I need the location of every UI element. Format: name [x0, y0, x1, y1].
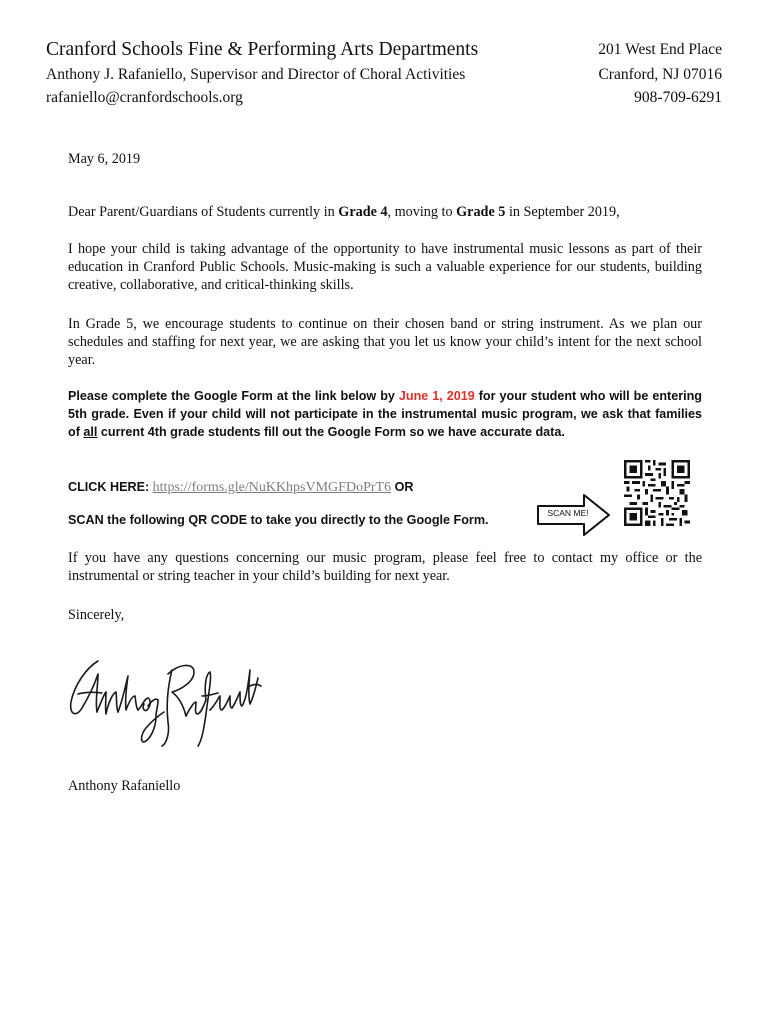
- salutation-part1: Dear Parent/Guardians of Students currently in: [68, 204, 339, 220]
- form-notice: [68, 387, 702, 441]
- or-label: OR: [394, 480, 414, 494]
- address-line2: Cranford, NJ 07016: [598, 66, 722, 83]
- address-line1: 201 West End Place: [598, 41, 722, 58]
- scan-me-badge: SCAN ME!: [547, 508, 589, 518]
- supervisor-line: Anthony J. Rafaniello, Supervisor and Director of Choral Activities: [46, 66, 466, 83]
- paragraph-grade5: In Grade 5, we encourage students to continue on their chosen band or string instrument. As we plan our schedules and staffing for next year, we are asking that you let us know your child’s intent for the next school year.: [68, 316, 702, 368]
- signer-name: Anthony Rafaniello: [68, 778, 181, 794]
- click-label: CLICK HERE:: [68, 480, 150, 494]
- google-form-link[interactable]: https://forms.gle/NuKKhpsVMGFDoPrT6: [152, 480, 392, 495]
- salutation-part2: , moving to: [387, 204, 457, 220]
- notice-part3: current 4th grade students fill out the Google Form so we have accurate data.: [97, 425, 565, 439]
- salutation: [68, 203, 702, 221]
- signature-text: Anthony Rafaniello: [72, 749, 80, 750]
- signoff: Sincerely,: [68, 607, 125, 623]
- next-grade: Grade 5: [456, 204, 506, 220]
- salutation-part3: in September 2019,: [505, 204, 620, 220]
- paragraph-questions: If you have any questions concerning our music program, please feel free to contact my office or the instrumental or string teacher in your child’s building for next year.: [68, 550, 702, 584]
- signature-icon: [68, 656, 263, 752]
- phone-number: 908-709-6291: [634, 89, 722, 106]
- paragraph-intro: I hope your child is taking advantage of the opportunity to have instrumental music lessons as part of their education in Cranford Public Schools. Music-making is such a valuable experience for our students, building creative, collaborative, and critical-thinking skills.: [68, 241, 702, 293]
- notice-part2: for your student who will be entering 5th grade. Even if your child will not participate in the instrumental music program, we ask that families of: [68, 389, 703, 439]
- qr-code-icon[interactable]: [624, 460, 690, 526]
- contact-email[interactable]: rafaniello@cranfordschools.org: [46, 89, 243, 106]
- current-grade: Grade 4: [338, 204, 388, 220]
- scan-instruction: SCAN the following QR CODE to take you directly to the Google Form.: [68, 513, 489, 527]
- click-here-line: [68, 478, 413, 497]
- deadline-date: June 1, 2019: [398, 389, 475, 403]
- org-title: Cranford Schools Fine & Performing Arts Departments: [46, 39, 479, 60]
- notice-part1: Please complete the Google Form at the link below by: [68, 389, 399, 403]
- letter-date: May 6, 2019: [68, 151, 141, 167]
- emphasis-all: all: [83, 425, 98, 439]
